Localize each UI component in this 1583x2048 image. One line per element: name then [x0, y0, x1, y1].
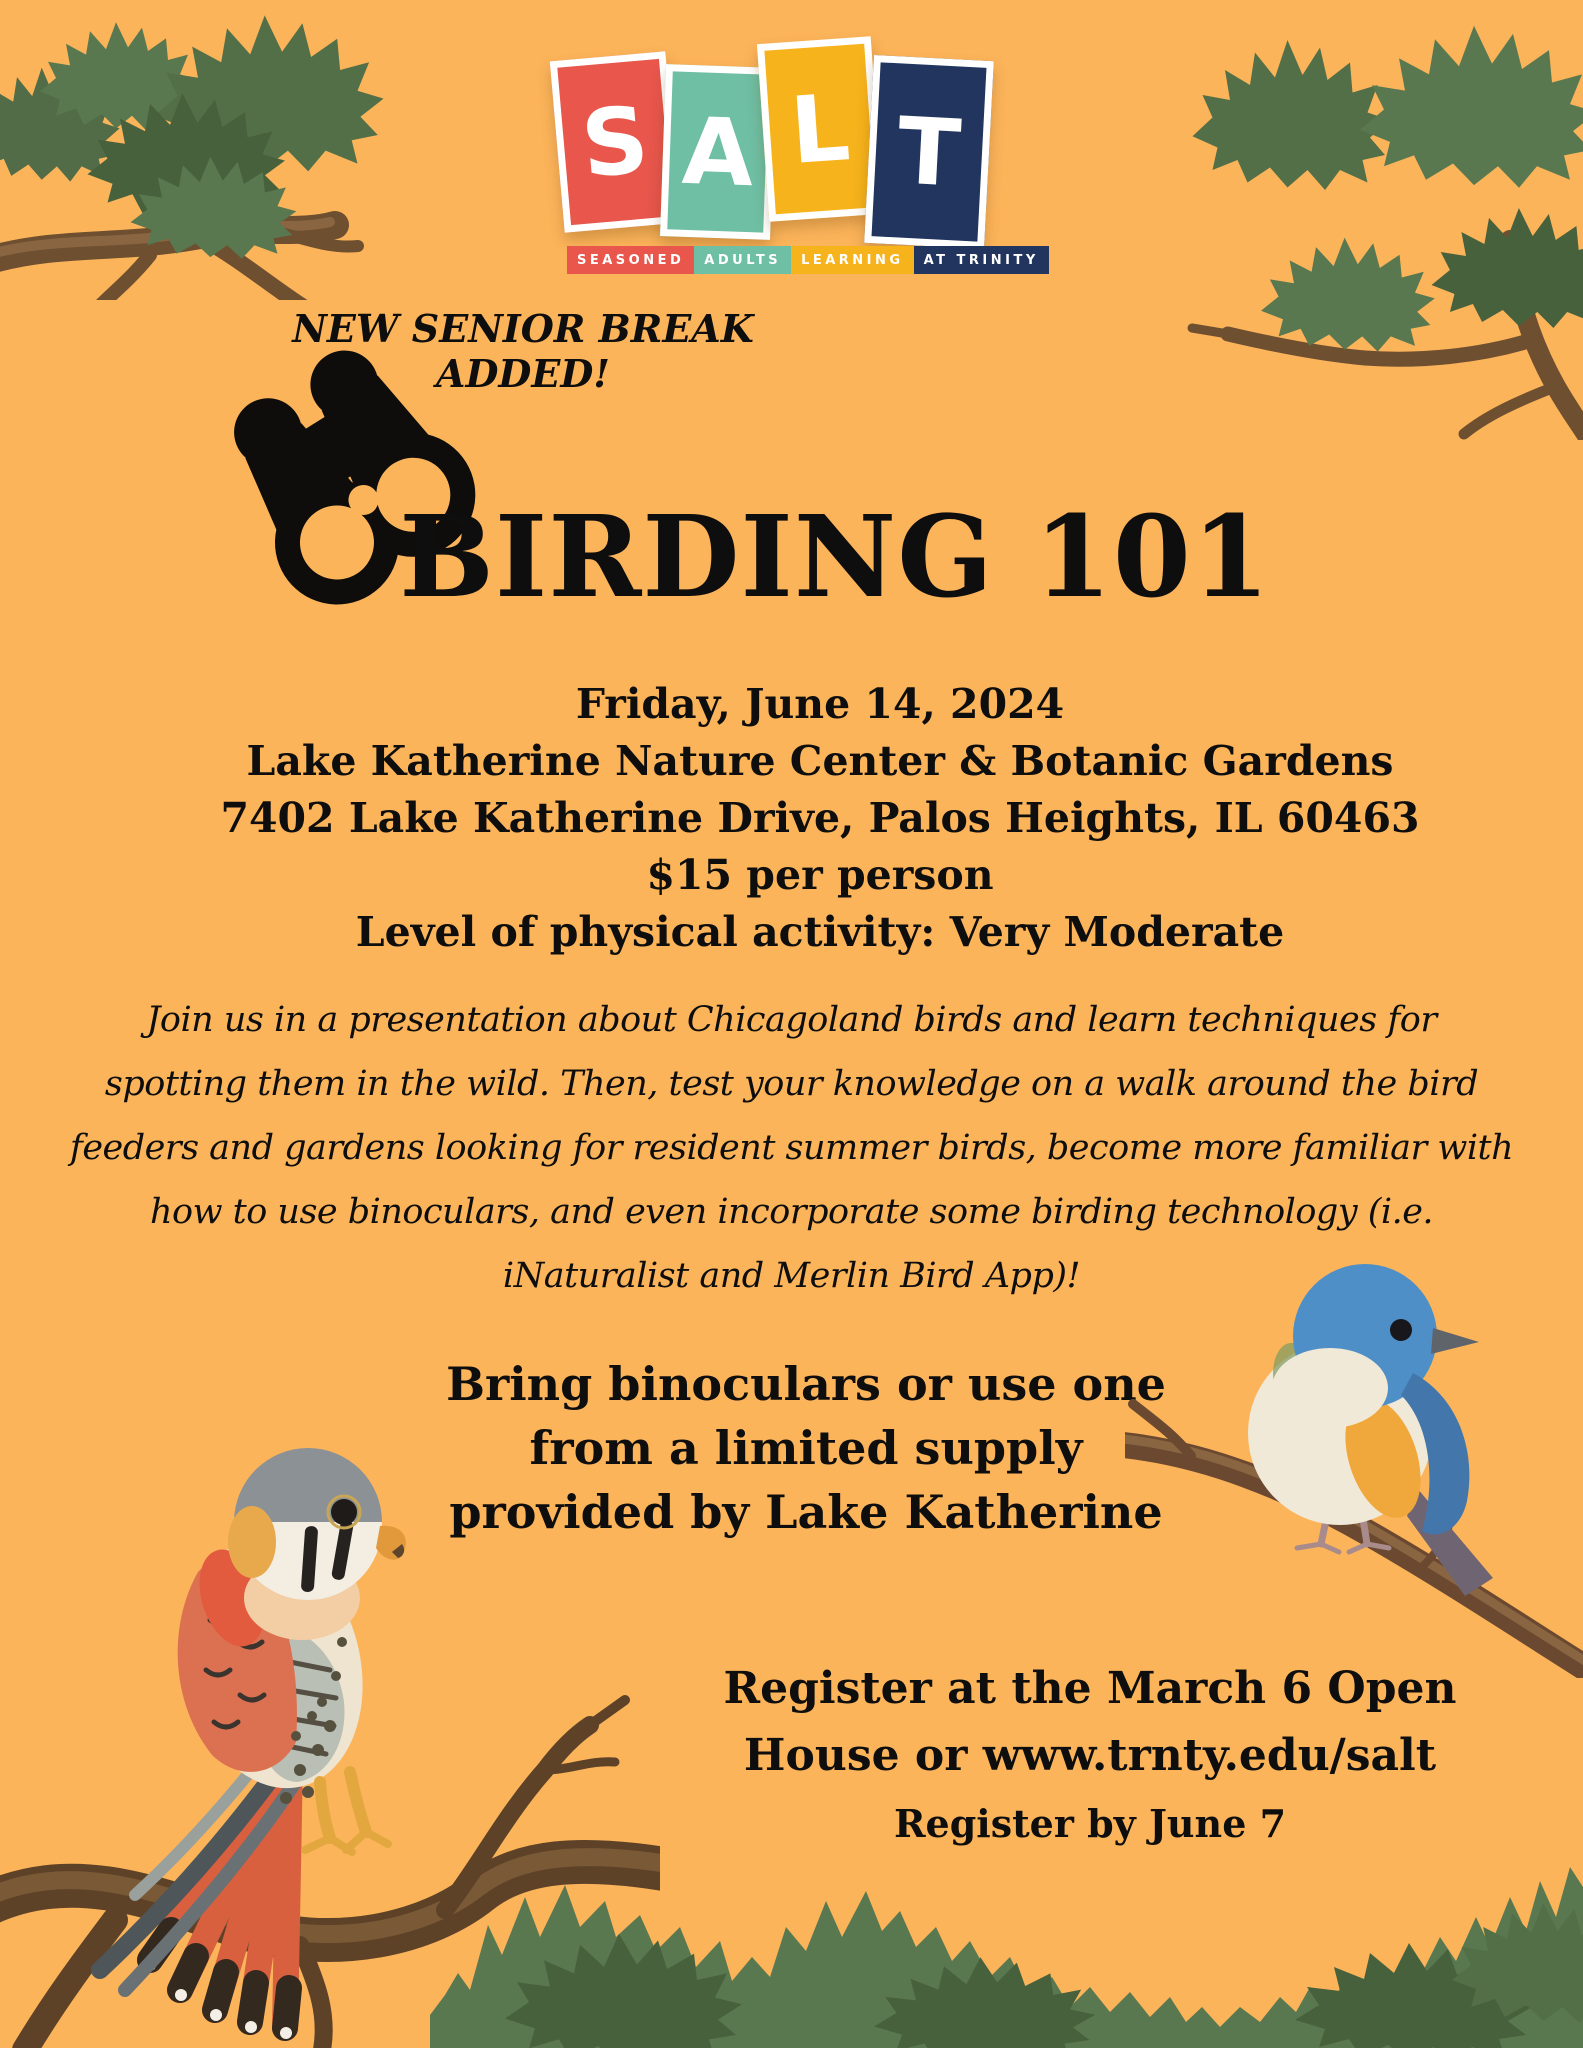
binoculars-note-line: Bring binoculars or use one: [446, 1357, 1166, 1411]
banner-line-2: ADDED!: [436, 351, 610, 396]
description-line: spotting them in the wild. Then, test your knowledge on a walk around the bird: [104, 1064, 1479, 1104]
logo-tagline: [567, 246, 1049, 274]
description-line: iNaturalist and Merlin Bird App)!: [502, 1256, 1081, 1296]
tagline-segment-adults: ADULTS: [694, 246, 791, 274]
binoculars-note-line: provided by Lake Katherine: [449, 1485, 1163, 1539]
registration-deadline: Register by June 7: [893, 1801, 1287, 1846]
pine-branch-top-right-icon: [1180, 0, 1583, 440]
event-date: Friday, June 14, 2024: [575, 680, 1065, 728]
registration-line-2: House or www.trnty.edu/salt: [743, 1730, 1437, 1781]
event-activity-level: Level of physical activity: Very Moderate: [355, 908, 1285, 956]
binoculars-note: [400, 1352, 1212, 1544]
event-details: [60, 676, 1580, 961]
binoculars-note-line: from a limited supply: [529, 1421, 1083, 1475]
banner-line-1: NEW SENIOR BREAK: [292, 306, 754, 351]
treetop-foliage-icon: [430, 1855, 1583, 2048]
tagline-segment-learning: LEARNING: [791, 246, 914, 274]
logo-letter: S: [577, 85, 653, 199]
registration-info: [650, 1655, 1530, 1846]
salt-logo: [557, 40, 993, 245]
event-price: $15 per person: [646, 851, 994, 899]
pine-branch-top-left-icon: [0, 0, 400, 300]
logo-letter: A: [680, 97, 756, 207]
logo-letter: T: [894, 96, 964, 208]
logo-tile-l: [757, 36, 883, 222]
tagline-segment-at-trinity: AT TRINITY: [914, 246, 1049, 274]
description-line: feeders and gardens looking for resident summer birds, become more familiar with: [69, 1128, 1514, 1168]
description-line: Join us in a presentation about Chicagoland birds and learn techniques for: [146, 1000, 1437, 1040]
page-title: BIRDING 101: [399, 492, 1271, 623]
description-line: how to use binoculars, and even incorporate some birding technology (i.e.: [149, 1192, 1434, 1232]
logo-tile-a: [660, 64, 776, 240]
event-venue: Lake Katherine Nature Center & Botanic Gardens: [246, 737, 1394, 785]
registration-line-1: Register at the March 6 Open: [723, 1663, 1457, 1714]
logo-tile-t: [864, 55, 994, 249]
tagline-segment-seasoned: SEASONED: [567, 246, 694, 274]
event-description: [0, 988, 1583, 1308]
event-address: 7402 Lake Katherine Drive, Palos Heights, IL 60463: [220, 794, 1420, 842]
logo-letter: L: [787, 73, 853, 185]
